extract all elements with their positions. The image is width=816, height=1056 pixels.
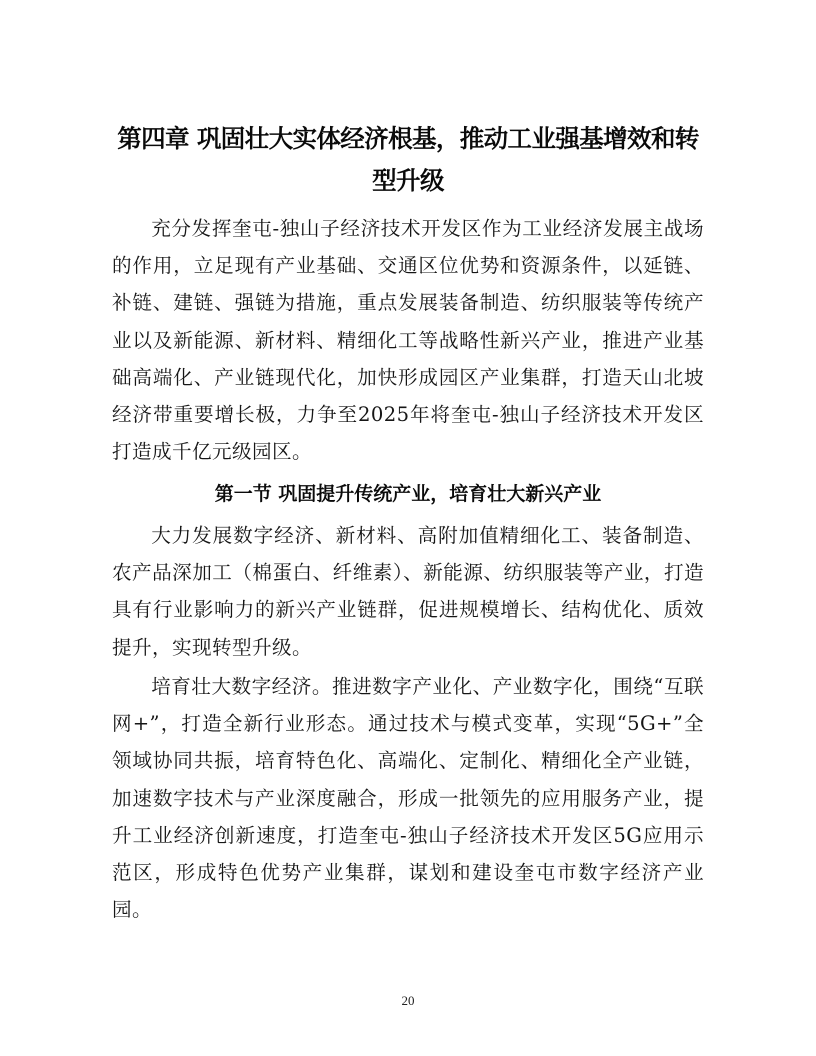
body-paragraph-digital-economy: 培育壮大数字经济。推进数字产业化、产业数字化，围绕“互联网+”，打造全新行业形态。通过技术与模式变革，实现“5G+”全领域协同共振，培育特色化、高端化、定制化、精细化全产业链，加速数字技术与产业深度融合，形成一批领先的应用服务产业，提升工业经济创新速度，打造奎屯-独山子经济技术开发区5G应用示范区，形成特色优势产业集群，谋划和建设奎屯市数字经济产业园。 — [112, 675, 704, 922]
body-paragraph-industries: 大力发展数字经济、新材料、高附加值精细化工、装备制造、农产品深加工（棉蛋白、纤维素）、新能源、纺织服装等产业，打造具有行业影响力的新兴产业链群，促进规模增长、结构优化、质效提升，实现转型升级。 — [112, 524, 704, 659]
page-number: 20 — [401, 993, 415, 1008]
body-paragraph-intro: 充分发挥奎屯-独山子经济技术开发区作为工业经济发展主战场的作用，立足现有产业基础、交通区位优势和资源条件，以延链、补链、建链、强链为措施，重点发展装备制造、纺织服装等传统产业以及新能源、新材料、精细化工等战略性新兴产业，推进产业基础高端化、产业链现代化，加快形成园区产业集群，打造天山北坡经济带重要增长极，力争至2025年将奎屯-独山子经济技术开发区打造成千亿元级园区。 — [112, 217, 704, 464]
section-title: 第一节 巩固提升传统产业，培育壮大新兴产业 — [214, 483, 602, 505]
chapter-title: 第四章 巩固壮大实体经济根基，推动工业强基增效和转型升级 — [117, 124, 699, 195]
